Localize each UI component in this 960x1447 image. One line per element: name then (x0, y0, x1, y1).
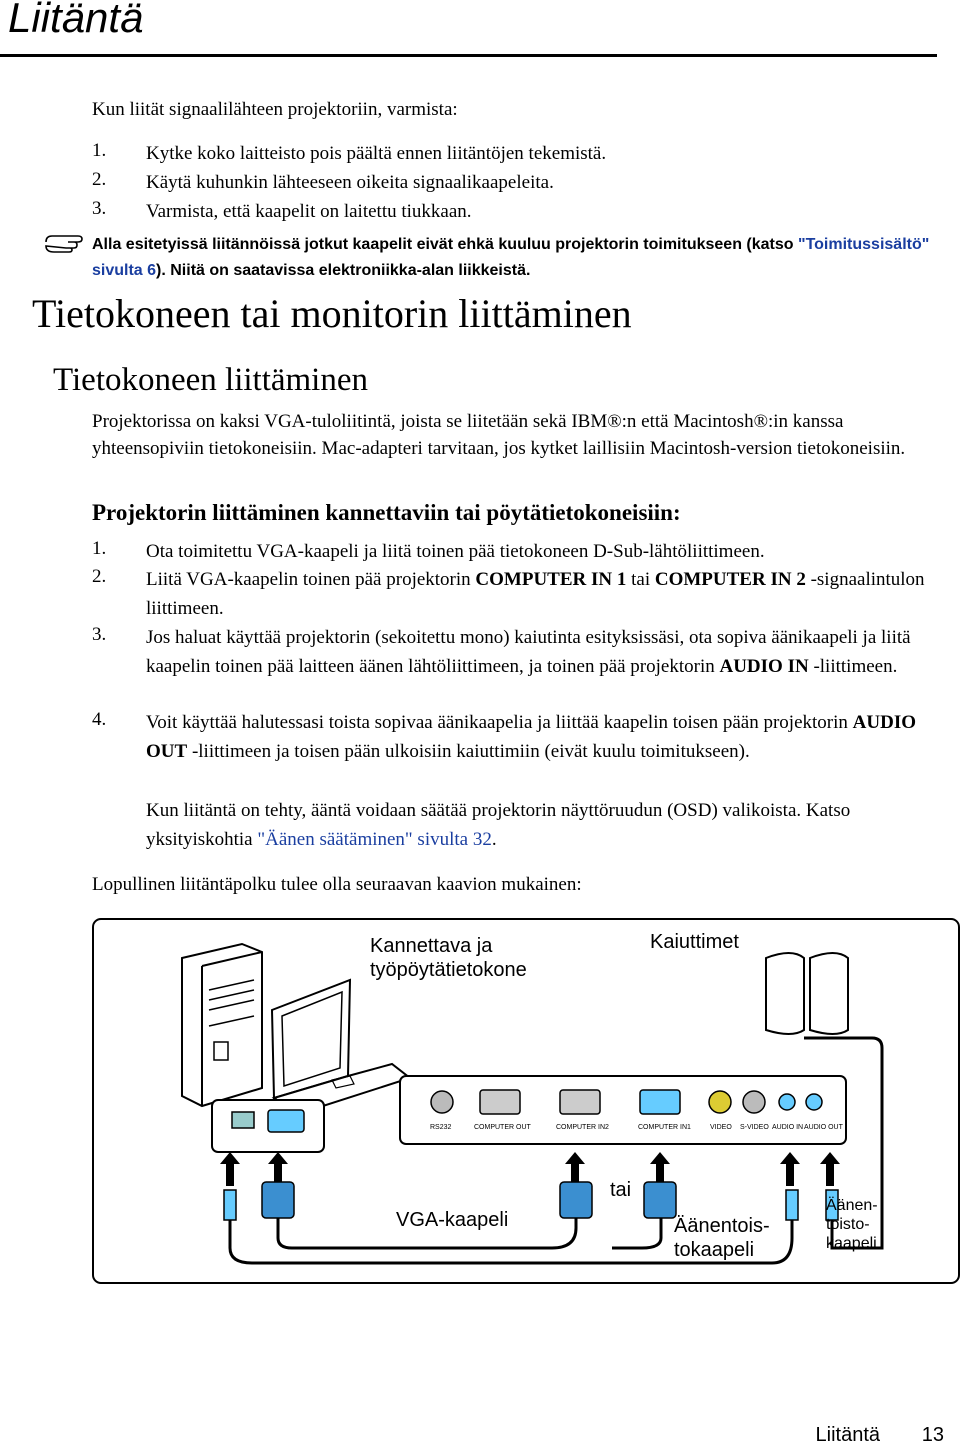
footer-label: Liitäntä (815, 1424, 880, 1446)
port-label: AUDIO OUT (804, 1124, 843, 1131)
or-label: tai (610, 1179, 632, 1201)
step-4-a: Voit käyttää halutessasi toista sopivaa äänikaapelia ja liittää kaapelin toisen pään projektorin (146, 712, 853, 733)
vga-plug-icon (644, 1182, 676, 1218)
closing-text: Lopullinen liitäntäpolku tulee olla seuraavan kaavion mukainen: (92, 874, 582, 895)
speakers-label: Kaiuttimet (650, 931, 739, 953)
procedure-title: Projektorin liittäminen kannettaviin tai pöytätietokoneisiin: (92, 500, 681, 525)
port-label: COMPUTER IN2 (556, 1124, 609, 1131)
intro-item-number: 1. (92, 140, 107, 161)
audio-plug-icon (224, 1190, 236, 1220)
vga-plug-icon (560, 1182, 592, 1218)
audio-out-label: AUDIO OUT (146, 712, 916, 762)
connection-diagram (92, 918, 960, 1284)
computer-in-1-label: COMPUTER IN 1 (475, 569, 627, 590)
intro-lead: Kun liität signaalilähteen projektoriin, varmista: (92, 99, 458, 120)
step-number: 3. (92, 624, 107, 645)
page-number: 13 (921, 1424, 944, 1446)
intro-item-number: 3. (92, 198, 107, 219)
intro-item-number: 2. (92, 169, 107, 190)
port-label: COMPUTER OUT (474, 1124, 531, 1131)
projector-panel (400, 1076, 846, 1144)
page-header-title: Liitäntä (8, 0, 144, 41)
section-title: Tietokoneen tai monitorin liittäminen (32, 291, 632, 336)
audio-plug-icon (786, 1190, 798, 1220)
audio-cable-label: Äänentois-tokaapeli (674, 1215, 770, 1261)
step-2-d: -signaalintulon liittimeen. (146, 569, 925, 619)
note-part1: Alla esitetyissä liitännöissä jotkut kaapelit eivät ehkä kuuluu projektorin toimitukseen (katso (92, 236, 798, 253)
port-label: COMPUTER IN1 (638, 1124, 691, 1131)
followup-link[interactable]: "Äänen säätäminen" sivulta 32 (257, 828, 492, 850)
step-3-a: Jos haluat käyttää projektorin (sekoitettu mono) kaiutinta esityksissäsi, ota sopiva äänikaapeli ja liitä kaapelin toinen pää laitteen äänen lähtöliittimeen, ja toinen pää projektorin (146, 627, 911, 677)
followup-c: . (491, 828, 497, 850)
intro-item-text: Varmista, että kaapelit on laitettu tiukkaan. (146, 201, 472, 222)
computer-label: Kannettava ja työpöytätietokone (370, 935, 527, 981)
step-number: 2. (92, 566, 107, 587)
intro-item-text: Käytä kuhunkin lähteeseen oikeita signaalikaapeleita. (146, 172, 554, 193)
step-2-text (146, 566, 936, 623)
audio-cable-label-2: Äänen-toisto-kaapeli (826, 1197, 878, 1252)
step-4-followup (146, 797, 936, 854)
header-rule (0, 54, 937, 57)
step-3-c: -liittimeen. (808, 655, 898, 677)
pointing-hand-icon (44, 232, 86, 259)
desktop-computer-icon (182, 944, 262, 1106)
step-4-c: -liittimeen ja toisen pään ulkoisiin kaiuttimiin (eivät kuulu toimitukseen). (187, 740, 750, 762)
step-1-text: Ota toimitettu VGA-kaapeli ja liitä toinen pää tietokoneen D-Sub-lähtöliittimeen. (146, 541, 765, 562)
step-2-c: tai (626, 569, 655, 590)
note-text (92, 232, 942, 284)
vga-plug-icon (262, 1182, 294, 1218)
port-label: AUDIO IN (772, 1124, 804, 1131)
port-label: RS232 (430, 1124, 452, 1131)
computer-in-2-label: COMPUTER IN 2 (654, 569, 806, 590)
subsection-body: Projektorissa on kaksi VGA-tuloliitintä, joista se liitetään sekä IBM®:n että Macintosh®:in kanssa yhteensopiviin tietokoneisiin. Mac-adapteri tarvitaan, jos kytket laillisiin Macintosh-version tietokoneisiin. (92, 411, 906, 459)
port-label: S-VIDEO (740, 1124, 769, 1131)
port-label: VIDEO (710, 1124, 732, 1131)
subsection-title: Tietokoneen liittäminen (53, 362, 368, 398)
step-2-a: Liitä VGA-kaapelin toinen pää projektorin (146, 569, 476, 590)
step-number: 1. (92, 538, 107, 559)
intro-item-text: Kytke koko laitteisto pois päältä ennen liitäntöjen tekemistä. (146, 143, 607, 164)
step-3-text (146, 624, 936, 681)
vga-cable-label: VGA-kaapeli (396, 1209, 509, 1231)
followup-a: Kun liitäntä on tehty, ääntä voidaan säätää projektorin näyttöruudun (OSD) valikoista. Katso yksityiskohtia (146, 800, 851, 850)
audio-in-label: AUDIO IN (719, 655, 809, 677)
step-number: 4. (92, 709, 107, 730)
note-link[interactable]: "Toimitussisältö" sivulta 6 (92, 236, 930, 279)
note-part2: ). Niitä on saatavissa elektroniikka-alan liikkeistä. (156, 262, 531, 279)
step-4-text (146, 709, 936, 766)
